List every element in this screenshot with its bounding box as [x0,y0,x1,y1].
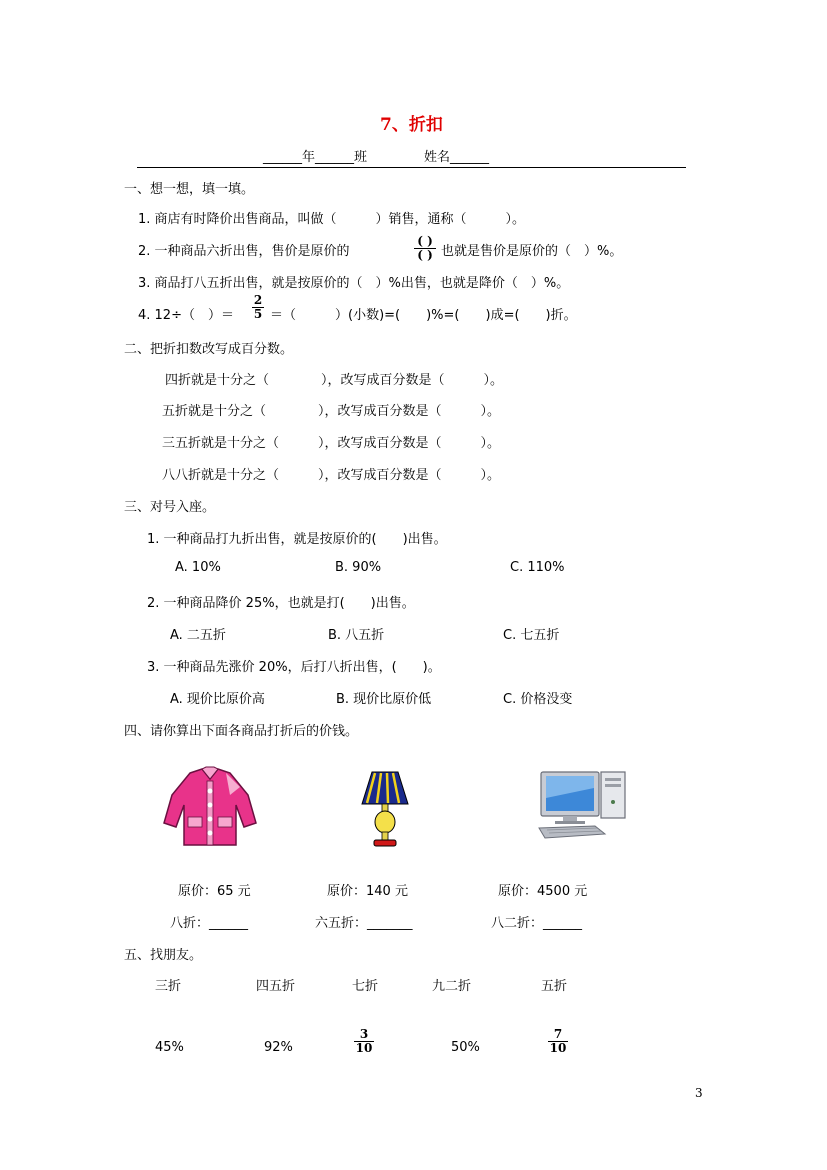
section-5-heading: 五、找朋友。 [124,948,203,963]
s3-q2-option-c: C. 七五折 [503,628,560,643]
s2-line: 五折就是十分之（ ），改写成百分数是（ ）。 [162,404,501,419]
jacket-discount: 八折：______ [170,916,249,931]
fraction-denominator: 5 [253,307,263,321]
fraction-numerator: 7 [553,1027,563,1041]
s3-question-1: 1. 一种商品打九折出售，就是按原价的( )出售。 [147,532,447,547]
match-top-item: 七折 [352,979,379,994]
s3-q3-option-b: B. 现价比原价低 [336,692,432,707]
match-top-item: 三折 [155,979,182,994]
computer-icon [535,768,631,840]
jacket-icon [160,765,260,847]
s3-q1-option-a: A. 10% [175,560,221,575]
fraction-denominator: ( ) [417,248,433,262]
fraction-numerator: 2 [253,293,263,307]
section-1-heading: 一、想一想，填一填。 [124,182,255,197]
fraction-numerator: ( ) [417,234,433,248]
class-field: ______年______班 [263,150,368,165]
section-3-heading: 三、对号入座。 [124,500,216,515]
s1-question-2a: 2. 一种商品六折出售，售价是原价的 [138,244,350,259]
s2-line: 八八折就是十分之（ ），改写成百分数是（ ）。 [162,468,501,483]
s3-question-2: 2. 一种商品降价 25%，也就是打( )出售。 [147,596,415,611]
s3-q1-option-c: C. 110% [510,560,565,575]
computer-price: 原价：4500 元 [498,884,588,899]
match-bottom-fraction [548,1028,568,1055]
jacket-price: 原价：65 元 [178,884,251,899]
match-bottom-item: 50% [451,1040,480,1055]
lamp-discount: 六五折：_______ [315,916,413,931]
s3-question-3: 3. 一种商品先涨价 20%，后打八折出售，( )。 [147,660,441,675]
s3-q3-option-c: C. 价格没变 [503,692,573,707]
fraction-numerator: 3 [359,1027,369,1041]
s1-question-4a: 4. 12÷（ ）＝ [138,308,234,323]
fraction-denominator: 10 [355,1041,373,1055]
s1-question-4b: ＝（ ）(小数)=( )%=( )成=( )折。 [270,308,577,323]
s3-q2-option-a: A. 二五折 [170,628,226,643]
match-top-item: 四五折 [256,979,296,994]
computer-discount: 八二折：______ [491,916,583,931]
match-bottom-fraction [354,1028,374,1055]
match-top-item: 五折 [541,979,568,994]
s2-line: 三五折就是十分之（ ），改写成百分数是（ ）。 [162,436,501,451]
page-title: 7、折扣 [380,115,443,135]
page-number: 3 [695,1086,703,1100]
section-2-heading: 二、把折扣数改写成百分数。 [124,342,294,357]
section-4-heading: 四、请你算出下面各商品打折后的价钱。 [124,724,359,739]
s3-q3-option-a: A. 现价比原价高 [170,692,265,707]
match-bottom-item: 45% [155,1040,184,1055]
fraction-denominator: 10 [549,1041,567,1055]
header-rule [137,167,686,168]
name-field: 姓名______ [424,150,490,165]
s1-question-3: 3. 商品打八五折出售，就是按原价的（ ）%出售，也就是降价（ ）%。 [138,276,570,291]
match-bottom-item: 92% [264,1040,293,1055]
lamp-icon [360,770,410,850]
s3-q2-option-b: B. 八五折 [328,628,385,643]
s3-q1-option-b: B. 90% [335,560,382,575]
s1-question-2b: ，也就是售价是原价的（ ）%。 [428,244,623,259]
match-top-item: 九二折 [432,979,472,994]
lamp-price: 原价：140 元 [327,884,408,899]
s1-question-4-fraction [252,294,264,321]
s2-line: 四折就是十分之（ ），改写成百分数是（ ）。 [165,373,504,388]
s1-question-1: 1. 商店有时降价出售商品，叫做（ ）销售，通称（ ）。 [138,212,526,227]
